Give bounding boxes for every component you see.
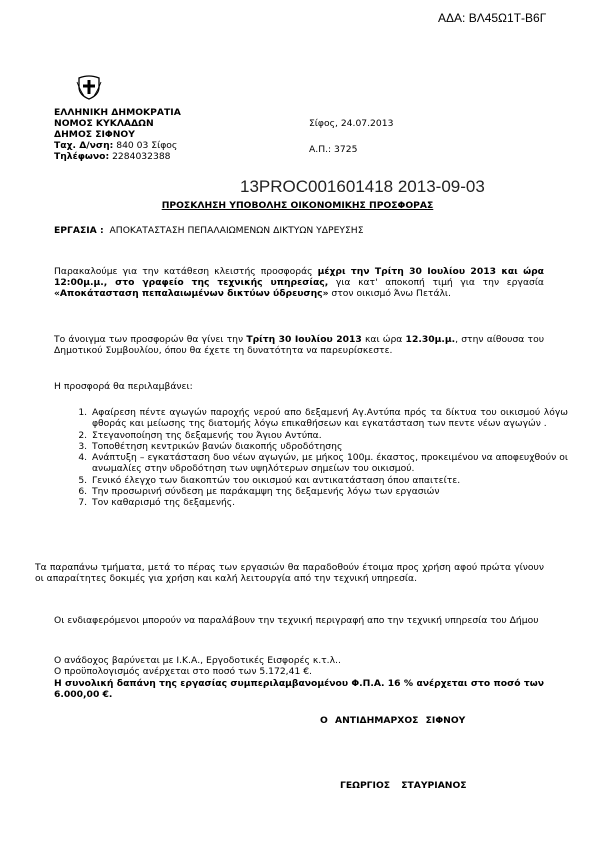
phone-value: 2284032388 (109, 151, 171, 162)
para2-text-1: Το άνοιγμα των προσφορών θα γίνει την (54, 334, 247, 345)
signatory-role: Ο ΑΝΤΙΔΗΜΑΡΧΟΣ ΣΙΦΝΟΥ (320, 715, 466, 726)
para4-text: Τα παραπάνω τμήματα, μετά το πέρας των εργασιών θα παραδοθούν έτοιμα προς χρήση αφού πρώτα γίνουν οι απαραίτητες δοκιμές για χρήση και καλή λειτουργία από την τεχνική υπηρεσία. (35, 562, 544, 584)
signatory-name: ΓΕΩΡΓΙΟΣ ΣΤΑΥΡΙΑΝΟΣ (340, 780, 467, 791)
ada-code: ΑΔΑ: ΒΛ45Ω1Τ-Β6Γ (438, 11, 547, 25)
list-item: 6. Την προσωρινή σύνδεση με παράκαμψη της δεξαμενής λόγω των εργασιών (90, 486, 568, 497)
para1-text-3: στον οικισμό Άνω Πετάλι. (328, 288, 451, 299)
para1-text-1: Παρακαλούμε για την κατάθεση κλειστής προσφοράς (54, 266, 318, 277)
work-value: ΑΠΟΚΑΤΑΣΤΑΣΗ ΠΕΠΑΛΑΙΩΜΕΝΩΝ ΔΙΚΤΥΩΝ ΥΔΡΕΥΣΗΣ (109, 225, 364, 236)
list-item: 4. Ανάπτυξη – εγκατάσταση δυο νέων αγωγών, με μήκος 100μ. έκαστος, προκειμένου να αποφευχθούν οι ανωμαλίες στην υδροδότηση των υψηλότερων σημείων του οικισμού. (90, 452, 568, 475)
paragraph-opening (54, 334, 544, 356)
header-municipality: ΔΗΜΟΣ ΣΙΦΝΟΥ (54, 129, 135, 140)
paragraph-invitation (54, 266, 544, 299)
para2-text-3: , στην αίθουσα του Δημοτικού Συμβουλίου, όπου θα έχετε τη δυνατότητα να παρευρίσκεστε. (54, 334, 545, 356)
header-address (54, 140, 177, 151)
budget-line: Ο προϋπολογισμός ανέρχεται στο ποσό των 5.172,41 €. (54, 666, 312, 677)
protocol-ref: Α.Π.: 3725 (309, 144, 358, 155)
para2-text-2: και ώρα (361, 334, 406, 345)
phone-label: Τηλέφωνο: (54, 151, 110, 162)
para1-text-2: για κατ' αποκοπή τιμή για την εργασία (328, 277, 544, 288)
header-prefecture: ΝΟΜΟΣ ΚΥΚΛΑΔΩΝ (54, 118, 154, 129)
paragraph-technical-description: Οι ενδιαφερόμενοι μπορούν να παραλάβουν την τεχνική περιγραφή απο την τεχνική υπηρεσία του Δήμου (54, 615, 539, 626)
work-label: ΕΡΓΑΣΙΑ : (54, 225, 104, 236)
para2-time: 12.30μ.μ. (405, 334, 456, 345)
list-item: 3. Τοποθέτηση κεντρικών βανών διακοπής υδροδότησης (90, 441, 568, 452)
list-item: 2. Στεγανοποίηση της δεξαμενής του Άγιου Αντύπα. (90, 430, 568, 441)
list-item: 1. Αφαίρεση πέντε αγωγών παροχής νερού απο δεξαμενή Αγ.Αντύπα πρός τα δίκτυα του οικισμού λόγω φθοράς και μείωσης της διατομής λόγω επικαθήσεων και εγκατάσταση των πεντε νέων αγωγών . (90, 407, 568, 430)
paragraph-delivery (35, 562, 544, 584)
address-value: 840 03 Σίφος (113, 140, 178, 151)
header-phone (54, 151, 171, 162)
para1-deadline: μέχρι την Τρίτη 30 Ιουλίου 2013 και ώρα 12:00μ.μ., στο γραφείο της τεχνικής υπηρεσίας, (54, 266, 544, 288)
para2-date: Τρίτη 30 Ιουλίου 2013 (246, 334, 362, 345)
works-list (66, 407, 568, 509)
contractor-obligations: Ο ανάδοχος βαρύνεται με Ι.Κ.Α., Εργοδοτικές Εισφορές κ.τ.λ.. (54, 655, 341, 666)
document-title: ΠΡΟΣΚΛΗΣΗ ΥΠΟΒΟΛΗΣ ΟΙΚΟΝΟΜΙΚΗΣ ΠΡΟΣΦΟΡΑΣ (161, 200, 434, 211)
document-date: Σίφος, 24.07.2013 (309, 118, 394, 129)
protocol-number-stamp: 13PROC001601418 2013-09-03 (240, 177, 485, 196)
total-cost-line: Η συνολική δαπάνη της εργασίας συμπεριλαμβανομένου Φ.Π.Α. 16 % ανέρχεται στο ποσό των 6.000,00 €. (54, 678, 544, 700)
header-republic: ΕΛΛΗΝΙΚΗ ΔΗΜΟΚΡΑΤΙΑ (54, 107, 181, 118)
list-item: 7. Τον καθαρισμό της δεξαμενής. (90, 497, 568, 508)
para1-work-title: «Αποκάτασταση πεπαλαιωμένων δικτύων ύδρευσης» (54, 288, 329, 299)
list-item: 5. Γενικό έλεγχο των διακοπτών του οικισμού και αντικατάσταση όπου απαιτείτε. (90, 475, 568, 486)
address-label: Ταχ. Δ/νση: (54, 140, 114, 151)
greek-emblem-icon (76, 72, 102, 100)
paragraph-includes: Η προσφορά θα περιλαμβάνει: (54, 381, 193, 392)
work-line (54, 225, 364, 236)
